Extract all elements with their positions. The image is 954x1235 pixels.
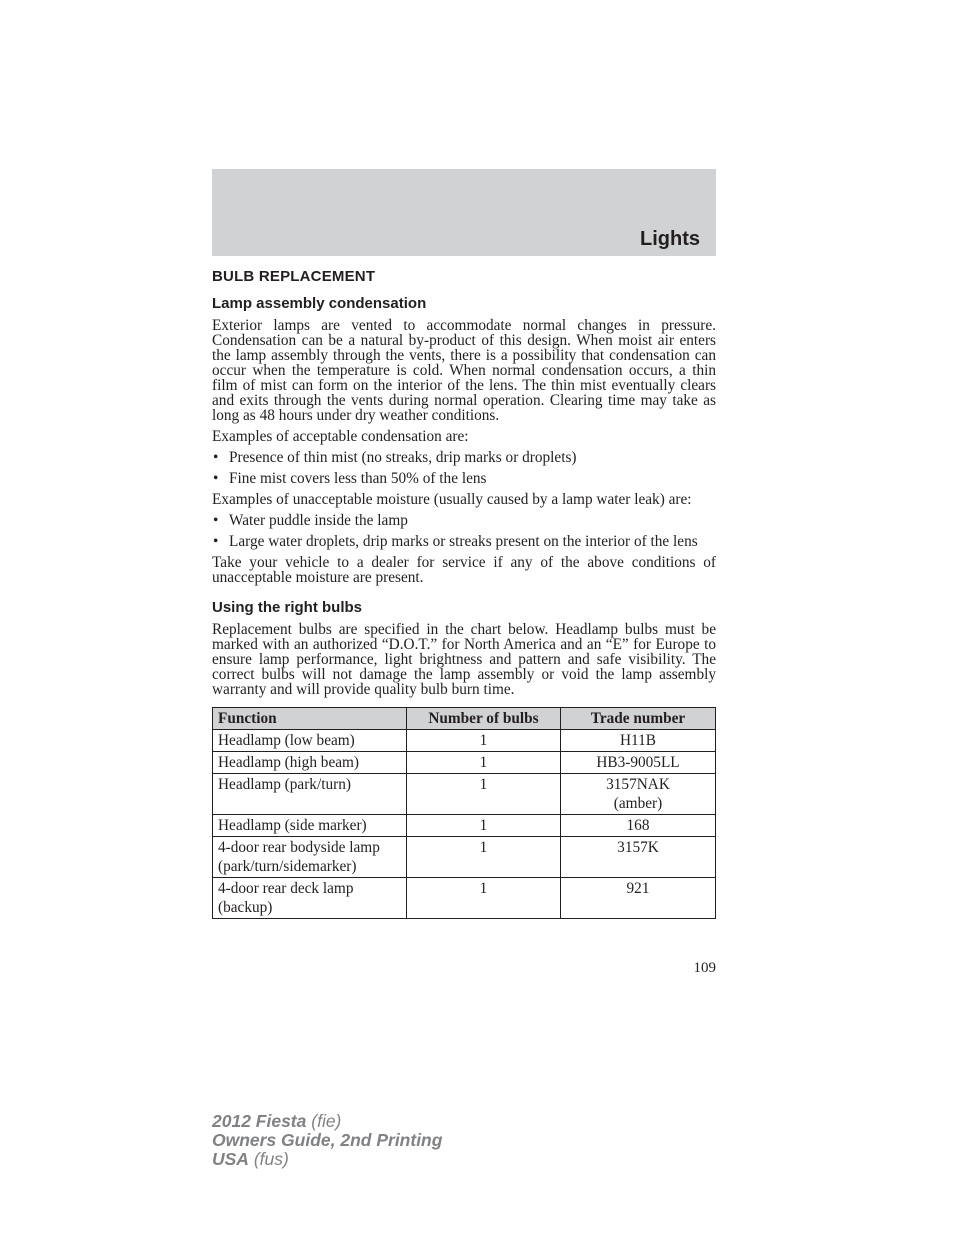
table-header-row xyxy=(213,708,716,730)
footer-imprint xyxy=(212,1112,442,1169)
chapter-title: Lights xyxy=(640,228,700,250)
cell-trade: 3157NAK (amber) xyxy=(561,774,716,815)
acceptable-list xyxy=(212,450,716,486)
condensation-heading: Lamp assembly condensation xyxy=(212,295,427,312)
bullet-icon: • xyxy=(213,512,219,529)
right-bulbs-text: Replacement bulbs are specified in the chart below. Headlamp bulbs must be marked with an authorized “D.O.T.” for North America and an “E” for Europe to ensure lamp performance, light brightness and pattern and safe visibility. The correct bulbs will not damage the lamp assembly or void the lamp assembly warranty and will provide quality bulb burn time. xyxy=(212,621,716,698)
table-row xyxy=(213,837,716,878)
list-item: • Large water droplets, drip marks or streaks present on the interior of the lens xyxy=(213,533,698,550)
right-bulbs-heading: Using the right bulbs xyxy=(212,599,362,616)
unacceptable-lead: Examples of unacceptable moisture (usually caused by a lamp water leak) are: xyxy=(212,491,692,508)
condensation-closing: Take your vehicle to a dealer for service if any of the above conditions of unacceptable moisture are present. xyxy=(212,554,716,586)
unacceptable-list xyxy=(212,513,716,549)
cell-count: 1 xyxy=(407,730,561,752)
footer-line-1: 2012 Fiesta (fie) xyxy=(212,1111,342,1131)
condensation-intro: Exterior lamps are vented to accommodate normal changes in pressure. Condensation can be a natural by-product of this design. When moist air enters the lamp assembly through the vents, there is a possibility that condensation can occur when the temperature is cold. When normal condensation occurs, a thin film of mist can form on the interior of the lens. The thin mist eventually clears and exits through the vents during normal operation. Clearing time may take as long as 48 hours under dry weather conditions. xyxy=(212,317,716,424)
bulb-table xyxy=(212,707,716,919)
cell-trade: 168 xyxy=(561,815,716,837)
cell-function: 4-door rear deck lamp (backup) xyxy=(213,878,407,919)
list-item: • Water puddle inside the lamp xyxy=(213,512,408,529)
page-number: 109 xyxy=(693,960,716,976)
cell-trade: HB3-9005LL xyxy=(561,752,716,774)
page-content xyxy=(212,268,716,919)
cell-function: Headlamp (high beam) xyxy=(213,752,407,774)
cell-trade: H11B xyxy=(561,730,716,752)
column-header-function: Function xyxy=(213,708,407,730)
table-row xyxy=(213,774,716,815)
cell-function: Headlamp (park/turn) xyxy=(213,774,407,815)
chapter-header-band xyxy=(212,169,716,256)
list-item: • Presence of thin mist (no streaks, drip marks or droplets) xyxy=(213,449,577,466)
cell-function: 4-door rear bodyside lamp (park/turn/sidemarker) xyxy=(213,837,407,878)
column-header-trade: Trade number xyxy=(561,708,716,730)
cell-trade: 3157K xyxy=(561,837,716,878)
bullet-icon: • xyxy=(213,533,219,550)
bullet-icon: • xyxy=(213,470,219,487)
cell-count: 1 xyxy=(407,837,561,878)
column-header-count: Number of bulbs xyxy=(407,708,561,730)
cell-function: Headlamp (low beam) xyxy=(213,730,407,752)
cell-trade: 921 xyxy=(561,878,716,919)
footer-line-3: USA (fus) xyxy=(212,1149,289,1169)
cell-count: 1 xyxy=(407,752,561,774)
acceptable-lead: Examples of acceptable condensation are: xyxy=(212,428,469,445)
footer-line-2: Owners Guide, 2nd Printing xyxy=(212,1130,443,1150)
cell-function: Headlamp (side marker) xyxy=(213,815,407,837)
cell-count: 1 xyxy=(407,815,561,837)
table-row xyxy=(213,815,716,837)
cell-count: 1 xyxy=(407,878,561,919)
bullet-icon: • xyxy=(213,449,219,466)
cell-count: 1 xyxy=(407,774,561,815)
table-row xyxy=(213,878,716,919)
list-item: • Fine mist covers less than 50% of the lens xyxy=(213,470,487,487)
table-row xyxy=(213,730,716,752)
table-row xyxy=(213,752,716,774)
section-title: BULB REPLACEMENT xyxy=(212,268,376,285)
